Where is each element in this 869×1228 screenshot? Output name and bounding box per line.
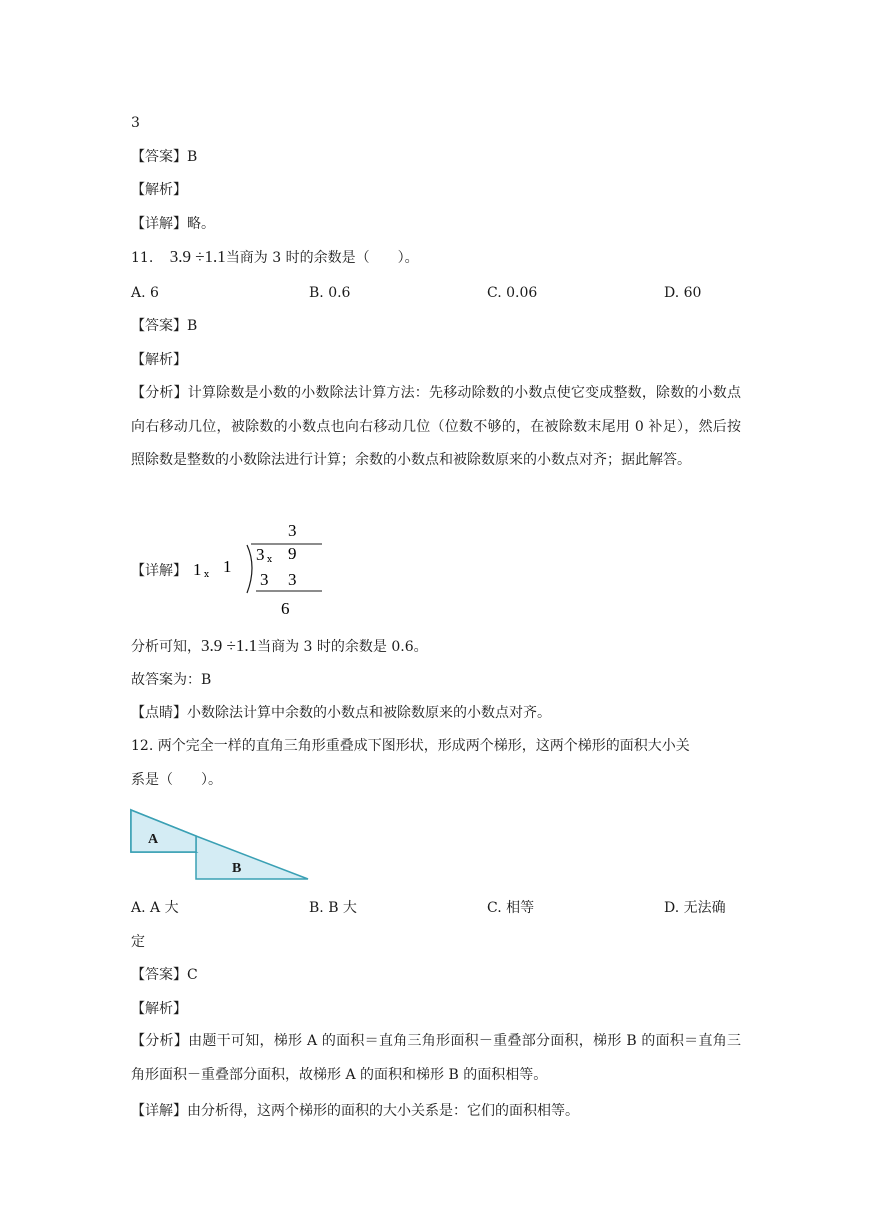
ld-quotient: 3 bbox=[288, 521, 297, 540]
q11-analysis: 【解析】 bbox=[131, 352, 187, 368]
q11-conclusion-expr: 3.9 ÷1.1 bbox=[201, 636, 258, 655]
q12-option-wrap: 定 bbox=[131, 934, 145, 950]
trapezoid-b bbox=[196, 836, 308, 879]
q11-question-text: 当商为 3 时的余数是（ ）。 bbox=[225, 250, 419, 266]
q12-option-c: C. 相等 bbox=[487, 900, 535, 916]
long-division-diagram bbox=[185, 515, 335, 620]
ld-product-dec: 3 bbox=[288, 570, 297, 589]
q11-dianjing: 【点睛】小数除法计算中余数的小数点和被除数原来的小数点对齐。 bbox=[131, 705, 551, 721]
q11-conclusion bbox=[131, 636, 428, 657]
ld-divisor-dec: 1 bbox=[223, 557, 232, 576]
ld-dividend-int: 3 bbox=[256, 545, 265, 564]
q10-detail: 【详解】略。 bbox=[131, 216, 215, 232]
q11-final: 故答案为：B bbox=[131, 672, 212, 688]
q12-question-line1: 12. 两个完全一样的直角三角形重叠成下图形状，形成两个梯形，这两个梯形的面积大小关 bbox=[131, 738, 690, 754]
q11-conclusion-post: 当商为 3 时的余数是 0.6。 bbox=[257, 639, 428, 655]
q11-option-b: B. 0.6 bbox=[309, 285, 351, 301]
q11-conclusion-pre: 分析可知， bbox=[131, 639, 201, 655]
q11-expression: 3.9 ÷1.1 bbox=[169, 247, 226, 266]
ld-remainder: 6 bbox=[281, 599, 290, 618]
q12-answer: 【答案】C bbox=[131, 967, 198, 983]
q11-detail-label: 【详解】 bbox=[131, 563, 187, 579]
ld-divisor-int: 1 bbox=[193, 560, 202, 579]
q11-option-c: C. 0.06 bbox=[487, 285, 538, 301]
q12-option-a: A. A 大 bbox=[131, 900, 179, 916]
top-fragment: 3 bbox=[131, 115, 140, 131]
label-a: A bbox=[148, 832, 159, 847]
q10-analysis: 【解析】 bbox=[131, 182, 187, 198]
q10-answer: 【答案】B bbox=[131, 149, 198, 165]
q11-answer: 【答案】B bbox=[131, 318, 198, 334]
ld-product-int: 3 bbox=[260, 570, 269, 589]
q11-fenxi: 【分析】计算除数是小数的小数除法计算方法：先移动除数的小数点使它变成整数，除数的小数点向右移动几位，被除数的小数点也向右移动几位（位数不够的，在被除数末尾用 0 补足），然后按照除数是整数的小数除法进行计算；余数的小数点和被除数原来的小数点对齐；据此解答。 bbox=[131, 385, 741, 468]
q12-analysis: 【解析】 bbox=[131, 1001, 187, 1017]
trapezoid-figure bbox=[128, 806, 314, 884]
ld-bracket bbox=[247, 545, 252, 593]
q11-question bbox=[131, 247, 419, 268]
q12-option-b: B. B 大 bbox=[309, 900, 357, 916]
q11-option-a: A. 6 bbox=[131, 285, 159, 301]
label-b: B bbox=[232, 861, 242, 876]
q12-detail: 【详解】由分析得，这两个梯形的面积的大小关系是：它们的面积相等。 bbox=[131, 1103, 579, 1119]
q12-fenxi: 【分析】由题干可知，梯形 A 的面积＝直角三角形面积－重叠部分面积，梯形 B 的面积＝直角三角形面积－重叠部分面积，故梯形 A 的面积和梯形 B 的面积相等。 bbox=[131, 1033, 741, 1083]
ld-dividend-dot: ⅹ bbox=[267, 554, 273, 564]
q11-option-d: D. 60 bbox=[664, 285, 702, 301]
q12-question-line2: 系是（ ）。 bbox=[131, 772, 222, 788]
ld-divisor-dot: ⅹ bbox=[204, 569, 210, 579]
ld-dividend-dec: 9 bbox=[288, 544, 297, 563]
trapezoid-a-fill bbox=[131, 810, 196, 852]
q12-option-d: D. 无法确 bbox=[664, 900, 726, 916]
q11-number: 11. bbox=[131, 250, 154, 266]
